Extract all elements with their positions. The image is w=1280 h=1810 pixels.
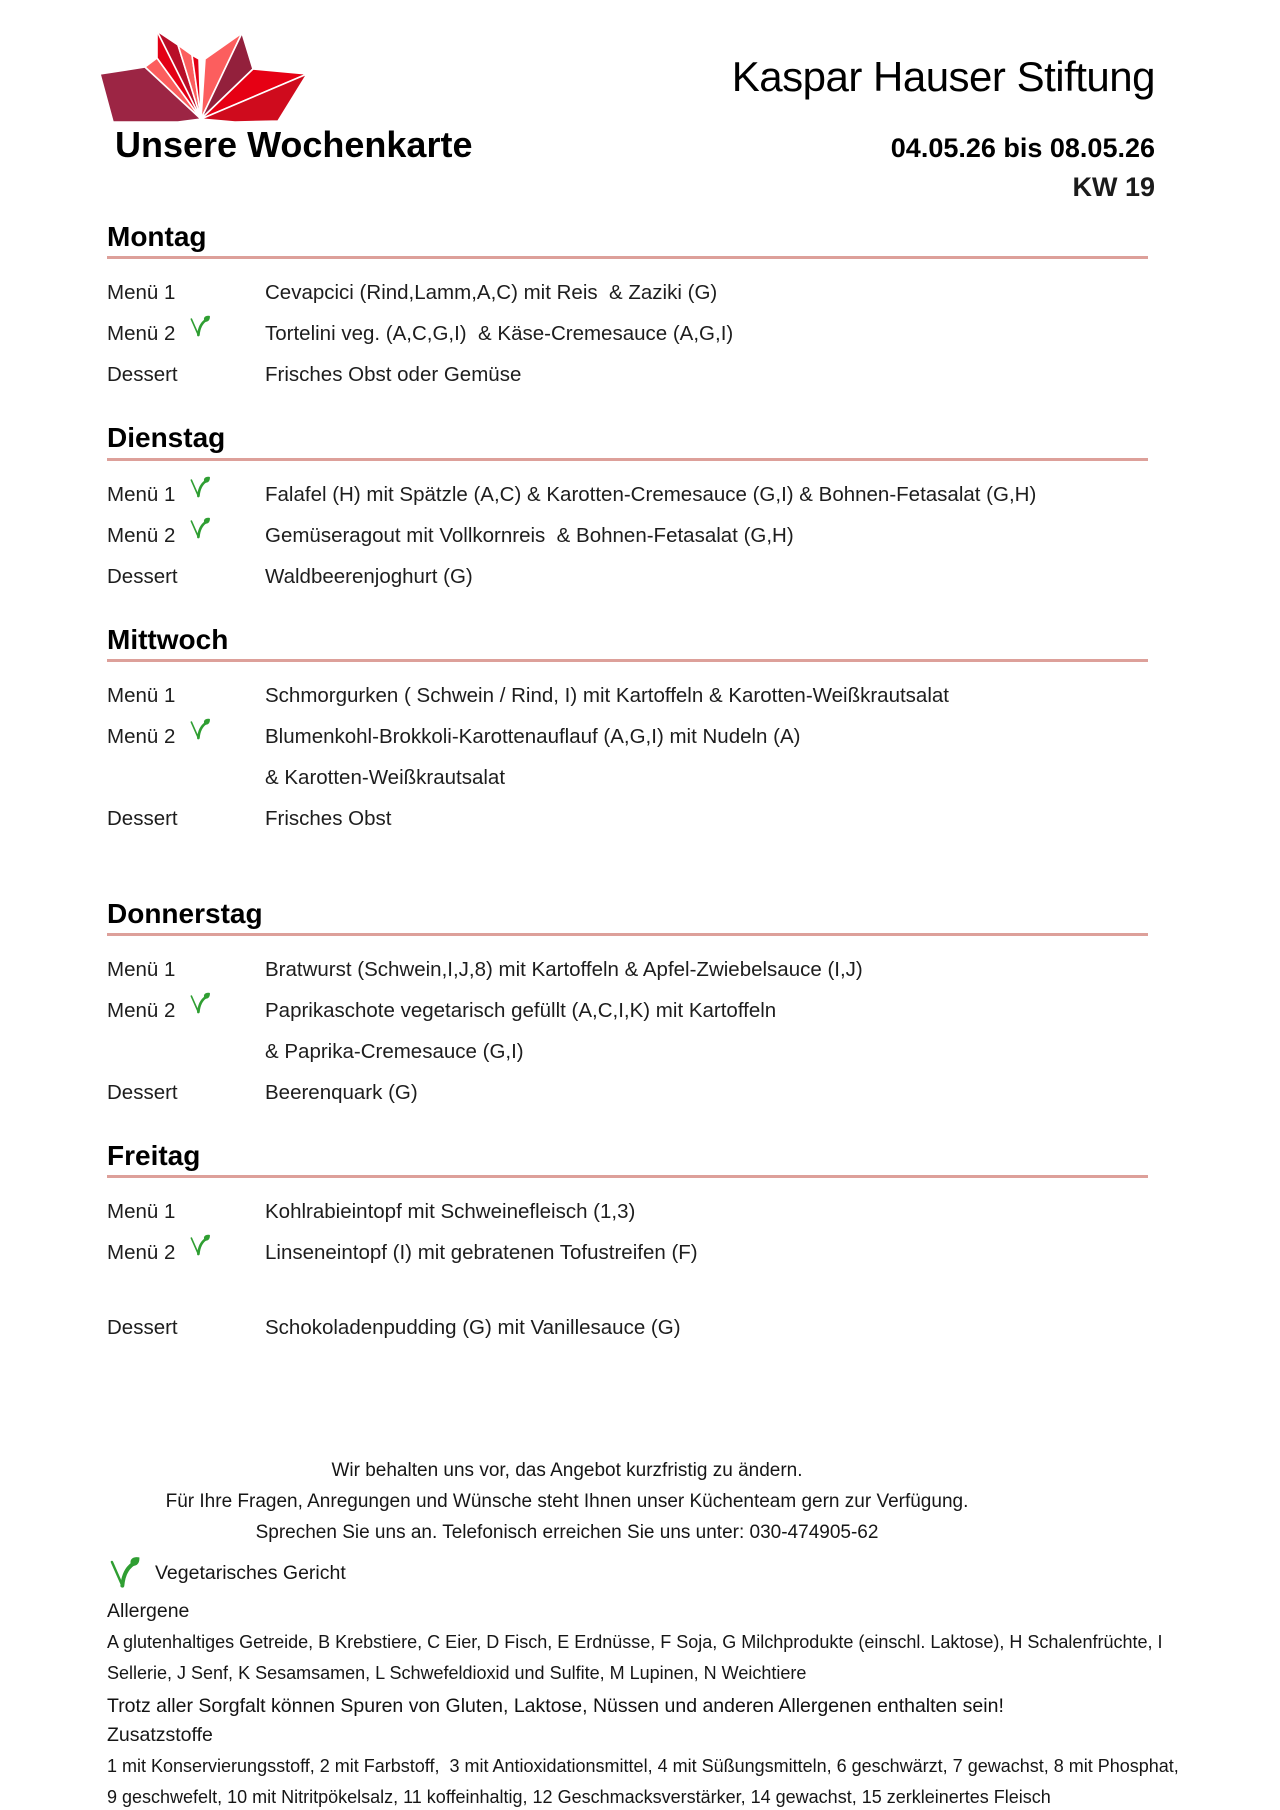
menu-row bbox=[107, 565, 1148, 606]
day-heading: Mittwoch bbox=[107, 624, 1148, 662]
menu-row-label: Menü 1 bbox=[107, 957, 176, 981]
kaspar-hauser-stiftung-logo bbox=[100, 31, 307, 122]
menu-row bbox=[107, 1081, 1148, 1122]
menu-row bbox=[107, 725, 1148, 766]
menu-row-dish: Frisches Obst oder Gemüse bbox=[265, 363, 522, 387]
menu-row-label: Menü 2 bbox=[107, 999, 265, 1023]
veg-sprout-icon bbox=[188, 315, 211, 338]
menu-row bbox=[107, 363, 1148, 404]
day-section bbox=[107, 898, 1148, 1122]
day-heading: Donnerstag bbox=[107, 898, 1148, 936]
menu-row-label: Dessert bbox=[107, 1316, 178, 1340]
menu-row-dish: & Paprika-Cremesauce (G,I) bbox=[265, 1039, 524, 1063]
menu-row-label: Menü 2 bbox=[107, 524, 265, 548]
day-rows bbox=[107, 1200, 1148, 1357]
title-row bbox=[107, 124, 1155, 166]
allergens-title: Allergene bbox=[107, 1600, 190, 1623]
day-heading: Montag bbox=[107, 221, 1148, 259]
menu-row-dish: Schmorgurken ( Schwein / Rind, I) mit Kartoffeln & Karotten-Weißkrautsalat bbox=[265, 683, 949, 707]
menu-row-label: Dessert bbox=[107, 1080, 178, 1104]
kitchen-note-line: Für Ihre Fragen, Anregungen und Wünsche steht Ihnen unser Küchenteam gern zur Verfügung. bbox=[165, 1491, 969, 1513]
menu-row-label: Dessert bbox=[107, 363, 178, 387]
menu-row-dish: Blumenkohl-Brokkoli-Karottenauflauf (A,G,I) mit Nudeln (A) bbox=[265, 724, 801, 748]
kitchen-notes bbox=[107, 1455, 1027, 1548]
veg-sprout-icon bbox=[188, 517, 211, 540]
allergen-line: A glutenhaltiges Getreide, B Krebstiere, C Eier, D Fisch, E Erdnüsse, F Soja, G Milchprodukte (einschl. Laktose), H Schalenfrüchte, I bbox=[107, 1632, 1163, 1653]
menu-row bbox=[107, 999, 1148, 1040]
kitchen-note-line: Wir behalten uns vor, das Angebot kurzfristig zu ändern. bbox=[331, 1460, 803, 1482]
menu-row-dish: Linseneintopf (I) mit gebratenen Tofustreifen (F) bbox=[265, 1241, 698, 1265]
day-heading: Dienstag bbox=[107, 422, 1148, 460]
page-title: Unsere Wochenkarte bbox=[115, 124, 473, 166]
org-title: Kaspar Hauser Stiftung bbox=[731, 53, 1155, 100]
allergens-list bbox=[107, 1627, 1163, 1689]
days-list bbox=[107, 221, 1280, 1357]
date-range: 04.05.26 bis 08.05.26 bbox=[890, 133, 1155, 164]
menu-row bbox=[107, 1241, 1148, 1282]
menu-row-dish: Kohlrabieintopf mit Schweinefleisch (1,3) bbox=[265, 1200, 636, 1224]
menu-row-dish: Falafel (H) mit Spätzle (A,C) & Karotten-Cremesauce (G,I) & Bohnen-Fetasalat (G,H) bbox=[265, 482, 1037, 506]
menu-row bbox=[107, 1040, 1148, 1081]
day-section bbox=[107, 624, 1148, 848]
menu-row bbox=[107, 322, 1148, 363]
menu-row-label: Dessert bbox=[107, 806, 178, 830]
menu-row-label: Menü 1 bbox=[107, 1200, 176, 1224]
menu-row-dish: Beerenquark (G) bbox=[265, 1080, 418, 1104]
menu-row-dish: Schokoladenpudding (G) mit Vanillesauce (G) bbox=[265, 1316, 681, 1340]
day-rows bbox=[107, 684, 1148, 848]
menu-row bbox=[107, 524, 1148, 565]
menu-row-label: Menü 1 bbox=[107, 483, 265, 507]
menu-row-dish: Tortelini veg. (A,C,G,I) & Käse-Cremesauce (A,G,I) bbox=[265, 322, 734, 346]
menu-row-dish: Waldbeerenjoghurt (G) bbox=[265, 564, 473, 588]
menu-row-dish: Frisches Obst bbox=[265, 806, 392, 830]
kitchen-note-line: Sprechen Sie uns an. Telefonisch erreichen Sie uns unter: 030-474905-62 bbox=[255, 1522, 879, 1544]
veg-legend bbox=[107, 1556, 1148, 1590]
additive-line: 1 mit Konservierungsstoff, 2 mit Farbstoff, 3 mit Antioxidationsmittel, 4 mit Süßungsmitteln, 6 geschwärzt, 7 gewachst, 8 mit Phosphat, bbox=[107, 1756, 1179, 1777]
menu-row bbox=[107, 1200, 1148, 1241]
allergen-line: Sellerie, J Senf, K Sesamsamen, L Schwefeldioxid und Sulfite, M Lupinen, N Weichtiere bbox=[107, 1663, 807, 1684]
day-section bbox=[107, 1140, 1148, 1357]
trace-warning: Trotz aller Sorgfalt können Spuren von Gluten, Laktose, Nüssen und anderen Allergenen enthalten sein! bbox=[107, 1695, 1004, 1718]
additives-list bbox=[107, 1751, 1179, 1810]
calendar-week: KW 19 bbox=[1072, 172, 1155, 203]
additives-title: Zusatzstoffe bbox=[107, 1724, 213, 1747]
menu-row-dish: & Karotten-Weißkrautsalat bbox=[265, 765, 506, 789]
menu-row bbox=[107, 807, 1148, 848]
day-rows bbox=[107, 281, 1148, 404]
menu-row bbox=[107, 684, 1148, 725]
menu-row bbox=[107, 766, 1148, 807]
veg-legend-label: Vegetarisches Gericht bbox=[155, 1561, 346, 1584]
veg-sprout-icon bbox=[188, 1234, 211, 1257]
veg-sprout-icon bbox=[188, 476, 211, 499]
menu-row-dish: Cevapcici (Rind,Lamm,A,C) mit Reis & Zaziki (G) bbox=[265, 281, 718, 305]
menu-row bbox=[107, 958, 1148, 999]
veg-sprout-icon bbox=[188, 992, 211, 1015]
day-section bbox=[107, 422, 1148, 605]
menu-row-dish: Bratwurst (Schwein,I,J,8) mit Kartoffeln & Apfel-Zwiebelsauce (I,J) bbox=[265, 957, 863, 981]
menu-row-label: Menü 1 bbox=[107, 683, 176, 707]
menu-row bbox=[107, 281, 1148, 322]
day-heading: Freitag bbox=[107, 1140, 1148, 1178]
menu-row-label: Menü 1 bbox=[107, 281, 176, 305]
menu-row-label: Menü 2 bbox=[107, 1241, 265, 1265]
menu-row-label: Menü 2 bbox=[107, 322, 265, 346]
veg-sprout-icon bbox=[107, 1556, 141, 1590]
menu-row-label: Dessert bbox=[107, 564, 178, 588]
day-section bbox=[107, 221, 1148, 404]
footer bbox=[107, 1455, 1179, 1810]
menu-row-label: Menü 2 bbox=[107, 725, 265, 749]
menu-row-dish: Gemüseragout mit Vollkornreis & Bohnen-Fetasalat (G,H) bbox=[265, 523, 794, 547]
menu-row bbox=[107, 1316, 1148, 1357]
additive-line: 9 geschwefelt, 10 mit Nitritpökelsalz, 11 koffeinhaltig, 12 Geschmacksverstärker, 14 gewachst, 15 zerkleinertes Fleisch bbox=[107, 1787, 1051, 1808]
menu-row-dish: Paprikaschote vegetarisch gefüllt (A,C,I,K) mit Kartoffeln bbox=[265, 998, 777, 1022]
day-rows bbox=[107, 958, 1148, 1122]
day-rows bbox=[107, 483, 1148, 606]
menu-row bbox=[107, 483, 1148, 524]
veg-sprout-icon bbox=[188, 718, 211, 741]
